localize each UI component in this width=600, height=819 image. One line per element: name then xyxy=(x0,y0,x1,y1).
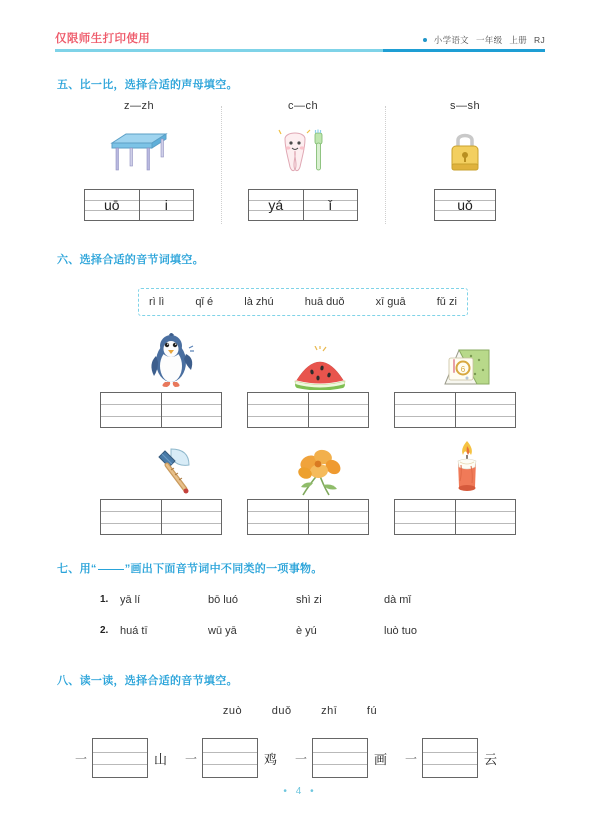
pinyin-grid[interactable] xyxy=(394,499,516,535)
item-number: 1. xyxy=(100,594,109,605)
pinyin-grid[interactable] xyxy=(100,392,222,428)
section-6-item xyxy=(394,437,540,535)
section-5-column xyxy=(57,100,221,221)
section-8-item xyxy=(405,738,497,778)
flower-icon xyxy=(247,437,393,499)
pinyin-word[interactable]: huá tī xyxy=(120,625,148,637)
pinyin-word[interactable]: dà mǐ xyxy=(384,594,411,606)
axe-icon xyxy=(100,437,246,499)
pinyin-word[interactable]: yā lí xyxy=(120,594,141,606)
pinyin-cell[interactable] xyxy=(308,500,369,534)
answer-grid-wrapper xyxy=(247,499,393,535)
initials-pair-label: c—ch xyxy=(287,100,319,112)
word-bank-item[interactable]: huā duǒ xyxy=(304,296,345,308)
pinyin-cell[interactable] xyxy=(455,393,516,427)
word-bank xyxy=(138,288,468,316)
pinyin-word[interactable]: shì zi xyxy=(296,594,322,606)
answer-grid-wrapper xyxy=(100,392,246,428)
lock-icon xyxy=(385,123,545,181)
section-6-title: 六、选择合适的音节词填空。 xyxy=(57,254,204,266)
section-5-title: 五、比一比，选择合适的声母填空。 xyxy=(57,79,238,91)
pinyin-grid[interactable] xyxy=(312,738,368,778)
section-7-title-pre: 七、用“ xyxy=(57,563,97,575)
desk-icon xyxy=(57,123,221,181)
page-number: 4 xyxy=(295,786,305,797)
print-notice: 仅限师生打印使用 xyxy=(55,33,151,45)
pinyin-grid[interactable] xyxy=(202,738,258,778)
word-bank-item[interactable]: fǔ zi xyxy=(436,296,457,308)
word-bank-item[interactable]: xī guā xyxy=(375,296,406,308)
header-meta xyxy=(423,36,545,46)
tooth-brush-icon xyxy=(221,123,385,181)
word-bank-item[interactable]: rì lì xyxy=(149,296,165,308)
pinyin-cell[interactable] xyxy=(203,739,257,777)
pinyin-cell[interactable] xyxy=(395,393,455,427)
initials-pair-label: z—zh xyxy=(123,100,155,112)
pinyin-cell[interactable]: ǐ xyxy=(303,190,358,220)
syllable-option[interactable]: zuò xyxy=(222,705,243,717)
pinyin-cell[interactable] xyxy=(395,500,455,534)
answer-grid-wrapper xyxy=(385,189,545,221)
measure-word-prefix: 一 xyxy=(295,751,308,766)
pinyin-cell[interactable] xyxy=(423,739,477,777)
section-6-item xyxy=(394,330,540,428)
answer-grid-wrapper xyxy=(221,189,385,221)
measure-word-prefix: 一 xyxy=(75,751,88,766)
measure-word-prefix: 一 xyxy=(405,751,418,766)
watermelon-icon xyxy=(247,330,393,392)
pinyin-grid[interactable] xyxy=(247,392,369,428)
noun-character: 鸡 xyxy=(264,751,278,767)
pinyin-cell[interactable] xyxy=(101,500,161,534)
section-5-columns xyxy=(57,100,545,225)
initials-pair-label: s—sh xyxy=(449,100,481,112)
penguin-icon xyxy=(100,330,246,392)
noun-character: 画 xyxy=(374,751,388,767)
syllable-option[interactable]: fú xyxy=(366,705,378,717)
section-6-item xyxy=(100,437,246,535)
pinyin-cell[interactable] xyxy=(93,739,147,777)
section-6-row xyxy=(57,330,545,430)
word-bank-item[interactable]: là zhú xyxy=(244,296,274,308)
pinyin-grid[interactable] xyxy=(92,738,148,778)
pinyin-cell[interactable] xyxy=(248,500,308,534)
section-8-item xyxy=(185,738,277,778)
svg-text:6: 6 xyxy=(460,365,466,374)
pinyin-cell[interactable] xyxy=(101,393,161,427)
section-8-item xyxy=(295,738,387,778)
pinyin-cell[interactable] xyxy=(455,500,516,534)
pinyin-word[interactable]: bō luó xyxy=(208,594,238,606)
answer-grid-wrapper xyxy=(100,499,246,535)
syllable-option[interactable]: zhī xyxy=(321,705,338,717)
header-rule xyxy=(55,49,545,53)
pinyin-cell[interactable]: yá xyxy=(268,197,284,213)
section-5-column xyxy=(221,100,385,221)
header-edition: RJ xyxy=(534,35,545,45)
header-rule-left xyxy=(55,49,383,53)
section-8-row xyxy=(75,738,525,780)
answer-grid-wrapper xyxy=(394,392,540,428)
section-6-item xyxy=(247,437,393,535)
item-number: 2. xyxy=(100,625,109,636)
pinyin-cell[interactable] xyxy=(308,393,369,427)
section-5-column xyxy=(385,100,545,221)
bullet-dot-icon xyxy=(423,38,427,42)
word-bank-item[interactable]: qǐ é xyxy=(195,296,214,308)
underline-mark xyxy=(98,569,124,570)
section-6-row xyxy=(57,437,545,537)
pinyin-grid[interactable] xyxy=(394,392,516,428)
pinyin-grid[interactable] xyxy=(248,189,358,221)
pinyin-cell[interactable] xyxy=(313,739,367,777)
header-grade: 一年级 xyxy=(475,35,503,45)
measure-word-prefix: 一 xyxy=(185,751,198,766)
footer-dot-right: • xyxy=(310,786,317,797)
noun-character: 山 xyxy=(154,751,168,767)
header-rule-right xyxy=(383,49,545,53)
syllable-option[interactable]: duǒ xyxy=(271,705,292,717)
page-footer xyxy=(0,786,600,797)
section-8-item xyxy=(75,738,167,778)
pinyin-cell[interactable]: uǒ xyxy=(457,197,473,213)
pinyin-grid[interactable] xyxy=(100,499,222,535)
calendar-icon xyxy=(394,330,540,392)
section-7-title-post: ”画出下面音节词中不同类的一项事物。 xyxy=(124,563,323,575)
pinyin-grid[interactable] xyxy=(247,499,369,535)
answer-grid-wrapper xyxy=(57,189,221,221)
header-volume: 上册 xyxy=(509,35,527,45)
section-6-item xyxy=(247,330,393,428)
pinyin-cell[interactable] xyxy=(248,393,308,427)
candle-icon xyxy=(394,437,540,499)
pinyin-cell[interactable] xyxy=(161,393,222,427)
pinyin-cell[interactable]: i xyxy=(139,190,194,220)
footer-dot-left: • xyxy=(283,786,290,797)
pinyin-word[interactable]: è yú xyxy=(296,625,317,637)
pinyin-grid[interactable] xyxy=(434,189,496,221)
answer-grid-wrapper xyxy=(394,499,540,535)
section-8-title: 八、读一读，选择合适的音节填空。 xyxy=(57,675,238,687)
section-7-title xyxy=(57,560,323,576)
section-8-options xyxy=(0,705,600,717)
pinyin-grid[interactable] xyxy=(422,738,478,778)
pinyin-word[interactable]: luò tuo xyxy=(384,625,418,637)
noun-character: 云 xyxy=(484,751,498,767)
pinyin-grid[interactable] xyxy=(84,189,194,221)
pinyin-word[interactable]: wū yā xyxy=(208,625,237,637)
pinyin-cell[interactable] xyxy=(161,500,222,534)
section-6-item xyxy=(100,330,246,428)
answer-grid-wrapper xyxy=(247,392,393,428)
page-header xyxy=(55,34,545,52)
pinyin-cell[interactable]: uō xyxy=(103,197,120,213)
header-subject: 小学语文 xyxy=(433,35,469,45)
